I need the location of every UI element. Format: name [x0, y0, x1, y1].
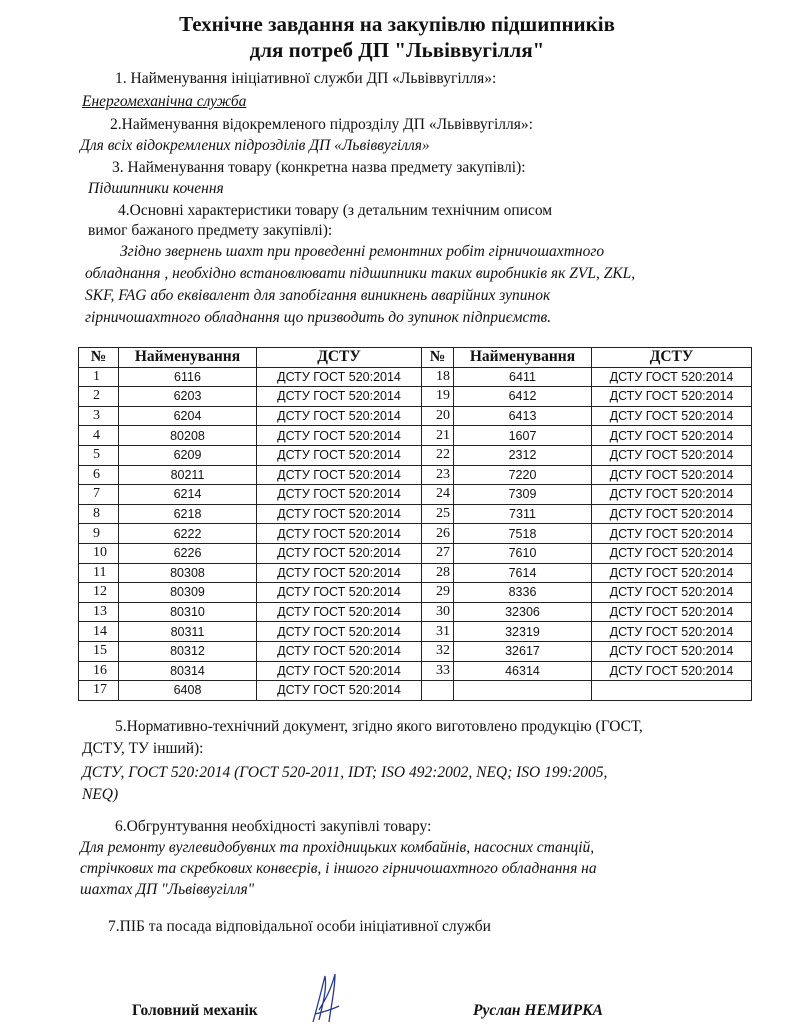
section2-label: 2.Найменування відокремленого підрозділу ДП «Львіввугілля»:	[110, 116, 533, 133]
cell-name-left: 6204	[119, 406, 257, 426]
cell-dstu-left: ДСТУ ГОСТ 520:2014	[257, 641, 422, 661]
cell-number-right: 21	[422, 426, 454, 446]
cell-name-left: 6116	[119, 367, 257, 387]
section2-value: Для всіх відокремлених підрозділів ДП «Львіввугілля»	[80, 137, 430, 154]
cell-number-right: 25	[422, 504, 454, 524]
cell-name-right: 6413	[454, 406, 592, 426]
cell-dstu-right: ДСТУ ГОСТ 520:2014	[592, 543, 752, 563]
header-dstu-right: ДСТУ	[592, 348, 752, 368]
cell-number-left: 3	[79, 406, 119, 426]
cell-number-right: 29	[422, 583, 454, 603]
cell-dstu-left: ДСТУ ГОСТ 520:2014	[257, 406, 422, 426]
cell-name-right: 7220	[454, 465, 592, 485]
cell-dstu-right: ДСТУ ГОСТ 520:2014	[592, 367, 752, 387]
section3-label: 3. Найменування товару (конкретна назва предмету закупівлі):	[112, 159, 526, 176]
signature-position: Головний механік	[132, 1002, 258, 1019]
table-row	[79, 387, 752, 407]
cell-number-right	[422, 681, 454, 701]
cell-dstu-right: ДСТУ ГОСТ 520:2014	[592, 465, 752, 485]
section5-value-line2: NEQ)	[82, 786, 119, 803]
cell-number-left: 8	[79, 504, 119, 524]
cell-name-left: 80208	[119, 426, 257, 446]
cell-number-right: 18	[422, 367, 454, 387]
cell-dstu-right: ДСТУ ГОСТ 520:2014	[592, 485, 752, 505]
section6-value-line1: Для ремонту вуглевидобувних та прохідницьких комбайнів, насосних станцій,	[80, 839, 595, 856]
cell-dstu-right	[592, 681, 752, 701]
cell-number-right: 26	[422, 524, 454, 544]
cell-dstu-right: ДСТУ ГОСТ 520:2014	[592, 622, 752, 642]
cell-dstu-left: ДСТУ ГОСТ 520:2014	[257, 622, 422, 642]
cell-dstu-right: ДСТУ ГОСТ 520:2014	[592, 445, 752, 465]
cell-name-left: 80314	[119, 661, 257, 681]
table-row	[79, 485, 752, 505]
cell-dstu-left: ДСТУ ГОСТ 520:2014	[257, 563, 422, 583]
section6-value-line2: стрічкових та скребкових конвеєрів, і іншого гірничошахтного обладнання на	[80, 860, 597, 877]
cell-name-left: 80211	[119, 465, 257, 485]
cell-dstu-right: ДСТУ ГОСТ 520:2014	[592, 426, 752, 446]
table-row	[79, 583, 752, 603]
cell-name-left: 6214	[119, 485, 257, 505]
cell-number-right: 24	[422, 485, 454, 505]
cell-dstu-left: ДСТУ ГОСТ 520:2014	[257, 583, 422, 603]
cell-name-left: 6408	[119, 681, 257, 701]
cell-name-right: 32617	[454, 641, 592, 661]
cell-dstu-left: ДСТУ ГОСТ 520:2014	[257, 543, 422, 563]
cell-name-right: 6411	[454, 367, 592, 387]
bearings-table	[78, 347, 752, 701]
cell-name-right: 32306	[454, 602, 592, 622]
section6-label: 6.Обгрунтування необхідності закупівлі товару:	[115, 818, 432, 835]
section4-label-line1: 4.Основні характеристики товару (з детальним технічним описом	[118, 202, 553, 219]
cell-name-left: 6203	[119, 387, 257, 407]
table-row	[79, 661, 752, 681]
table-row	[79, 602, 752, 622]
table-row	[79, 426, 752, 446]
cell-number-right: 22	[422, 445, 454, 465]
cell-name-left: 6209	[119, 445, 257, 465]
cell-number-left: 1	[79, 367, 119, 387]
document-title-line1: Технічне завдання на закупівлю підшипників	[179, 12, 615, 36]
cell-number-right: 19	[422, 387, 454, 407]
cell-number-left: 12	[79, 583, 119, 603]
cell-number-left: 16	[79, 661, 119, 681]
cell-dstu-left: ДСТУ ГОСТ 520:2014	[257, 445, 422, 465]
handwritten-signature	[305, 970, 345, 1024]
section4-text-line3: SKF, FAG або еквівалент для запобігання виникнень аварійних зупинок	[85, 287, 551, 304]
header-dstu-left: ДСТУ	[257, 348, 422, 368]
cell-name-right: 7614	[454, 563, 592, 583]
cell-number-left: 2	[79, 387, 119, 407]
cell-number-right: 28	[422, 563, 454, 583]
cell-dstu-right: ДСТУ ГОСТ 520:2014	[592, 583, 752, 603]
cell-name-left: 6222	[119, 524, 257, 544]
cell-name-right: 1607	[454, 426, 592, 446]
section7-label: 7.ПІБ та посада відповідальної особи ініціативної служби	[108, 918, 491, 935]
cell-name-left: 80312	[119, 641, 257, 661]
cell-number-left: 14	[79, 622, 119, 642]
cell-name-right: 6412	[454, 387, 592, 407]
cell-dstu-right: ДСТУ ГОСТ 520:2014	[592, 661, 752, 681]
cell-dstu-left: ДСТУ ГОСТ 520:2014	[257, 485, 422, 505]
cell-number-left: 9	[79, 524, 119, 544]
table-row	[79, 504, 752, 524]
cell-dstu-left: ДСТУ ГОСТ 520:2014	[257, 504, 422, 524]
cell-number-left: 7	[79, 485, 119, 505]
document-title-line2: для потреб ДП "Львіввугілля"	[249, 38, 545, 62]
section1-value: Енергомеханічна служба	[82, 93, 247, 110]
cell-name-right: 7311	[454, 504, 592, 524]
cell-name-right: 7610	[454, 543, 592, 563]
cell-dstu-left: ДСТУ ГОСТ 520:2014	[257, 367, 422, 387]
cell-dstu-right: ДСТУ ГОСТ 520:2014	[592, 641, 752, 661]
cell-number-left: 11	[79, 563, 119, 583]
section5-value-line1: ДСТУ, ГОСТ 520:2014 (ГОСТ 520-2011, IDT; ISO 492:2002, NEQ; ISO 199:2005,	[82, 764, 608, 781]
table-row	[79, 622, 752, 642]
cell-dstu-left: ДСТУ ГОСТ 520:2014	[257, 387, 422, 407]
cell-dstu-right: ДСТУ ГОСТ 520:2014	[592, 387, 752, 407]
cell-name-left: 80310	[119, 602, 257, 622]
section5-label-line1: 5.Нормативно-технічний документ, згідно якого виготовлено продукцію (ГОСТ,	[115, 718, 643, 735]
cell-number-left: 4	[79, 426, 119, 446]
cell-dstu-left: ДСТУ ГОСТ 520:2014	[257, 524, 422, 544]
cell-name-right: 7309	[454, 485, 592, 505]
cell-dstu-left: ДСТУ ГОСТ 520:2014	[257, 681, 422, 701]
section4-text-line1: Згідно звернень шахт при проведенні ремонтних робіт гірничошахтного	[120, 243, 605, 260]
cell-number-left: 10	[79, 543, 119, 563]
cell-number-left: 5	[79, 445, 119, 465]
cell-dstu-left: ДСТУ ГОСТ 520:2014	[257, 426, 422, 446]
table-row	[79, 563, 752, 583]
table-row	[79, 367, 752, 387]
cell-name-right: 7518	[454, 524, 592, 544]
cell-name-left: 80308	[119, 563, 257, 583]
table-row	[79, 681, 752, 701]
cell-name-left: 80311	[119, 622, 257, 642]
cell-name-right: 32319	[454, 622, 592, 642]
cell-name-left: 80309	[119, 583, 257, 603]
cell-name-left: 6218	[119, 504, 257, 524]
cell-dstu-right: ДСТУ ГОСТ 520:2014	[592, 602, 752, 622]
cell-number-right: 31	[422, 622, 454, 642]
cell-name-right: 46314	[454, 661, 592, 681]
cell-number-right: 30	[422, 602, 454, 622]
cell-number-left: 15	[79, 641, 119, 661]
table-row	[79, 641, 752, 661]
cell-number-right: 23	[422, 465, 454, 485]
section4-text-line4: гірничошахтного обладнання що призводить до зупинок підприємств.	[85, 309, 552, 326]
header-name-right: Найменування	[454, 348, 592, 368]
cell-dstu-left: ДСТУ ГОСТ 520:2014	[257, 661, 422, 681]
cell-number-right: 20	[422, 406, 454, 426]
table-row	[79, 445, 752, 465]
section4-label-line2: вимог бажаного предмету закупівлі):	[88, 222, 333, 239]
cell-name-right: 8336	[454, 583, 592, 603]
section5-label-line2: ДСТУ, ТУ інший):	[82, 740, 204, 757]
header-number-right: №	[422, 348, 454, 368]
cell-number-left: 13	[79, 602, 119, 622]
cell-number-right: 33	[422, 661, 454, 681]
section4-text-line2: обладнання , необхідно встановлювати підшипники таких виробників як ZVL, ZKL,	[85, 265, 636, 282]
cell-name-right: 2312	[454, 445, 592, 465]
cell-dstu-right: ДСТУ ГОСТ 520:2014	[592, 504, 752, 524]
cell-name-left: 6226	[119, 543, 257, 563]
cell-number-right: 27	[422, 543, 454, 563]
cell-number-left: 6	[79, 465, 119, 485]
cell-number-left: 17	[79, 681, 119, 701]
table-row	[79, 543, 752, 563]
cell-dstu-right: ДСТУ ГОСТ 520:2014	[592, 524, 752, 544]
table-row	[79, 406, 752, 426]
cell-dstu-right: ДСТУ ГОСТ 520:2014	[592, 406, 752, 426]
cell-dstu-right: ДСТУ ГОСТ 520:2014	[592, 563, 752, 583]
cell-dstu-left: ДСТУ ГОСТ 520:2014	[257, 465, 422, 485]
section1-label: 1. Найменування ініціативної служби ДП «Львіввугілля»:	[115, 70, 497, 87]
signature-name: Руслан НЕМИРКА	[473, 1002, 603, 1019]
table-row	[79, 465, 752, 485]
table-header-row	[79, 348, 752, 368]
cell-number-right: 32	[422, 641, 454, 661]
cell-dstu-left: ДСТУ ГОСТ 520:2014	[257, 602, 422, 622]
section6-value-line3: шахтах ДП "Львіввугілля"	[80, 881, 255, 898]
header-name-left: Найменування	[119, 348, 257, 368]
table-row	[79, 524, 752, 544]
header-number-left: №	[79, 348, 119, 368]
section3-value: Підшипники кочення	[88, 180, 224, 197]
cell-name-right	[454, 681, 592, 701]
